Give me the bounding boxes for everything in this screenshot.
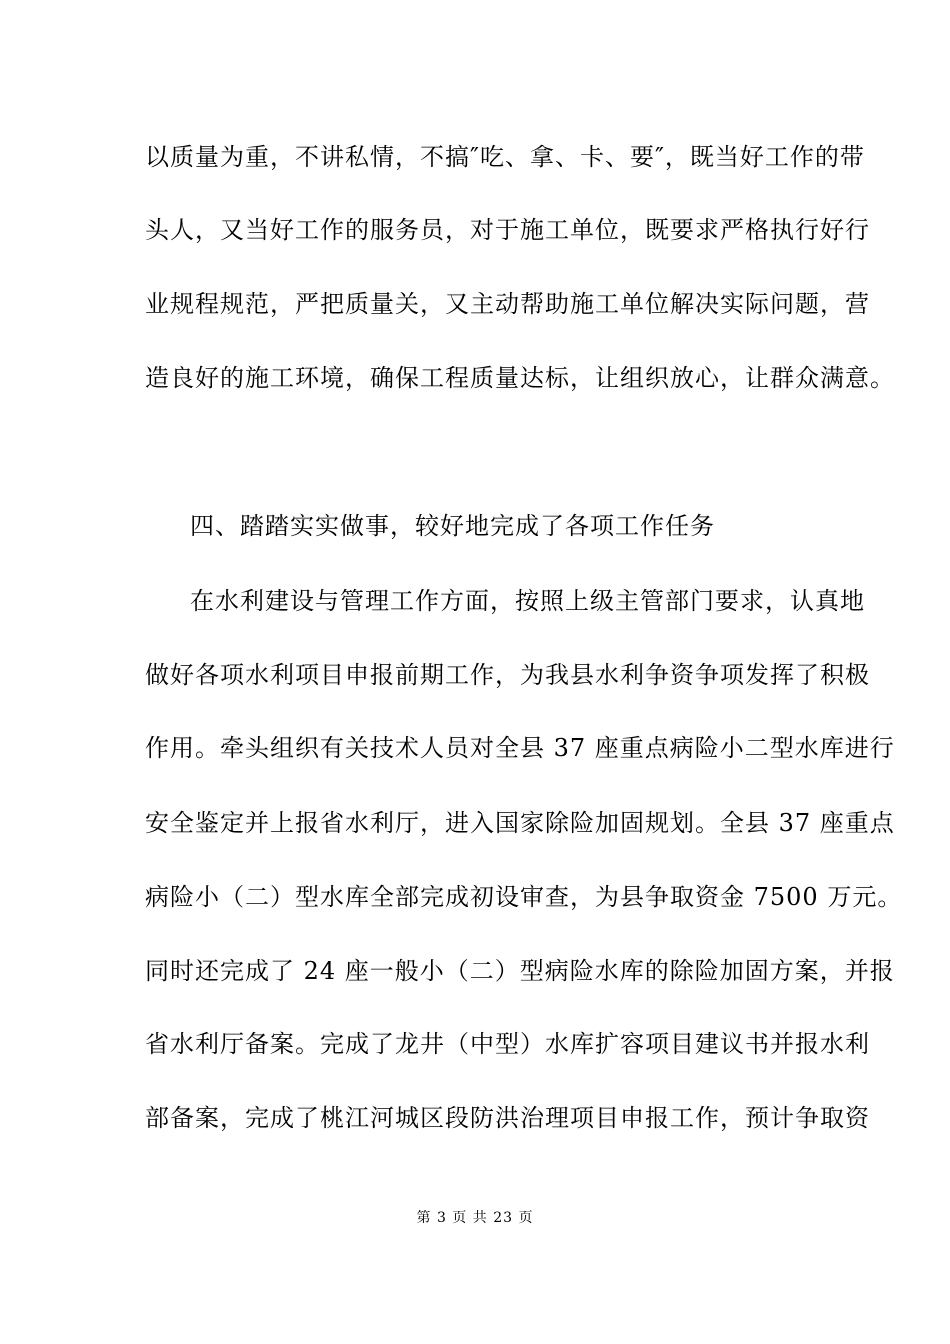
paragraph-line: 以质量为重，不讲私情，不搞″吃、拿、卡、要″，既当好工作的带	[145, 143, 865, 171]
paragraph-line: 部备案，完成了桃江河城区段防洪治理项目申报工作，预计争取资	[145, 1104, 870, 1132]
section-heading: 四、踏踏实实做事，较好地完成了各项工作任务	[190, 512, 715, 540]
paragraph-line: 造良好的施工环境，确保工程质量达标，让组织放心，让群众满意。	[145, 364, 895, 392]
paragraph-line: 同时还完成了 24 座一般小（二）型病险水库的除险加固方案，并报	[145, 957, 895, 985]
paragraph-line: 在水利建设与管理工作方面，按照上级主管部门要求，认真地	[190, 587, 865, 615]
paragraph-line: 做好各项水利项目申报前期工作，为我县水利争资争项发挥了积极	[145, 661, 870, 689]
paragraph-line: 作用。牵头组织有关技术人员对全县 37 座重点病险小二型水库进行	[145, 734, 895, 762]
paragraph-line: 头人，又当好工作的服务员，对于施工单位，既要求严格执行好行	[145, 216, 870, 244]
paragraph-line: 业规程规范，严把质量关，又主动帮助施工单位解决实际问题，营	[145, 290, 870, 318]
paragraph-line: 病险小（二）型水库全部完成初设审查，为县争取资金 7500 万元。	[145, 883, 903, 911]
paragraph-line: 安全鉴定并上报省水利厅，进入国家除险加固规划。全县 37 座重点	[145, 809, 895, 837]
paragraph-line: 省水利厅备案。完成了龙井（中型）水库扩容项目建议书并报水利	[145, 1030, 870, 1058]
page-number-footer: 第 3 页 共 23 页	[416, 1210, 534, 1226]
